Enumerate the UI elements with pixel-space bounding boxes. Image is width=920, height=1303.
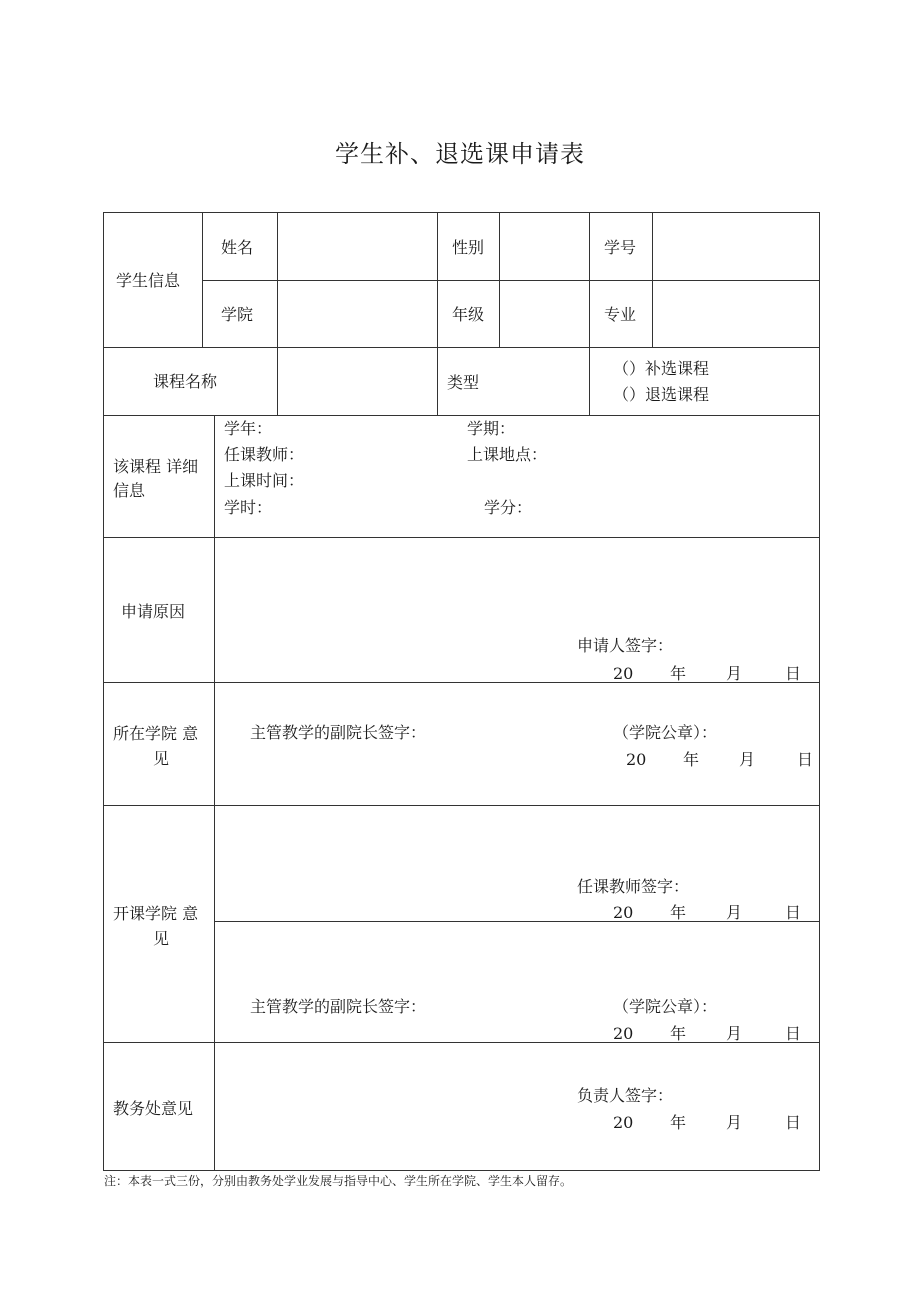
table-border-right bbox=[819, 212, 820, 1171]
col-divider bbox=[499, 212, 500, 347]
option-add-course[interactable]: （）补选课程 bbox=[613, 359, 710, 378]
location-label: 上课地点： bbox=[467, 445, 548, 464]
row-divider bbox=[103, 415, 820, 416]
table-border-left bbox=[103, 212, 104, 1171]
col-divider bbox=[214, 415, 215, 1170]
date-year: 20 bbox=[613, 1113, 634, 1132]
date-month-unit: 月 bbox=[726, 1113, 743, 1132]
grade-label: 年级 bbox=[452, 305, 485, 324]
date-year: 20 bbox=[626, 750, 647, 769]
row-divider bbox=[103, 1042, 820, 1043]
date-year: 20 bbox=[613, 664, 634, 683]
date-month-unit: 月 bbox=[726, 1024, 743, 1043]
row-divider bbox=[103, 805, 820, 806]
option-drop-course[interactable]: （）退选课程 bbox=[613, 385, 710, 404]
major-label: 专业 bbox=[604, 305, 637, 324]
date-month-unit: 月 bbox=[726, 664, 743, 683]
col-divider bbox=[589, 212, 590, 415]
date-month-unit: 月 bbox=[739, 750, 756, 769]
vice-dean-signature-label: 主管教学的副院长签字： bbox=[250, 997, 427, 1016]
college-seal-label: （学院公章）： bbox=[613, 723, 718, 742]
gender-label: 性别 bbox=[452, 238, 485, 257]
table-border-top bbox=[103, 212, 820, 213]
date-month-unit: 月 bbox=[726, 903, 743, 922]
col-divider bbox=[277, 212, 278, 415]
date-day-unit: 日 bbox=[797, 750, 814, 769]
teacher-signature-label: 任课教师签字： bbox=[577, 877, 690, 896]
date-year-unit: 年 bbox=[670, 664, 687, 683]
date-year-unit: 年 bbox=[683, 750, 700, 769]
table-border-bottom bbox=[103, 1170, 820, 1171]
year-label: 学年： bbox=[224, 419, 273, 438]
date-day-unit: 日 bbox=[785, 1113, 802, 1132]
name-label: 姓名 bbox=[221, 238, 254, 257]
col-divider bbox=[652, 212, 653, 347]
row-divider bbox=[202, 280, 820, 281]
college-label: 学院 bbox=[221, 305, 254, 324]
academic-affairs-label: 教务处意见 bbox=[113, 1099, 194, 1118]
date-day-unit: 日 bbox=[785, 903, 802, 922]
col-divider bbox=[437, 212, 438, 415]
offering-opinion-label: 开课学院 意 bbox=[113, 904, 199, 923]
course-detail-label: 该课程 详细 bbox=[113, 457, 199, 476]
course-detail-label-cont: 信息 bbox=[113, 481, 146, 500]
date-year: 20 bbox=[613, 903, 634, 922]
row-divider bbox=[103, 537, 820, 538]
footnote: 注：本表一式三份，分别由教务处学业发展与指导中心、学生所在学院、学生本人留存。 bbox=[104, 1174, 573, 1188]
date-year-unit: 年 bbox=[670, 903, 687, 922]
vice-dean-signature-label: 主管教学的副院长签字： bbox=[250, 723, 427, 742]
course-type-label: 类型 bbox=[447, 373, 480, 392]
page-title: 学生补、退选课申请表 bbox=[335, 140, 585, 168]
hours-label: 学时： bbox=[224, 498, 273, 517]
applicant-signature-label: 申请人签字： bbox=[577, 636, 674, 655]
student-info-label: 学生信息 bbox=[116, 271, 181, 290]
date-day-unit: 日 bbox=[785, 1024, 802, 1043]
date-day-unit: 日 bbox=[785, 664, 802, 683]
course-name-label: 课程名称 bbox=[153, 372, 218, 391]
term-label: 学期： bbox=[467, 419, 516, 438]
row-divider bbox=[103, 682, 820, 683]
date-year-unit: 年 bbox=[670, 1024, 687, 1043]
reason-label: 申请原因 bbox=[121, 602, 186, 621]
college-seal-label: （学院公章）： bbox=[613, 997, 718, 1016]
col-divider bbox=[202, 212, 203, 347]
responsible-signature-label: 负责人签字： bbox=[577, 1086, 674, 1105]
time-label: 上课时间： bbox=[224, 471, 305, 490]
teacher-label: 任课教师： bbox=[224, 445, 305, 464]
date-year: 20 bbox=[613, 1024, 634, 1043]
offering-opinion-label-cont: 见 bbox=[153, 929, 170, 948]
college-opinion-label: 所在学院 意 bbox=[113, 724, 199, 743]
row-divider bbox=[103, 347, 820, 348]
credit-label: 学分： bbox=[484, 498, 533, 517]
date-year-unit: 年 bbox=[670, 1113, 687, 1132]
college-opinion-label-cont: 见 bbox=[153, 749, 170, 768]
student-id-label: 学号 bbox=[604, 238, 637, 257]
